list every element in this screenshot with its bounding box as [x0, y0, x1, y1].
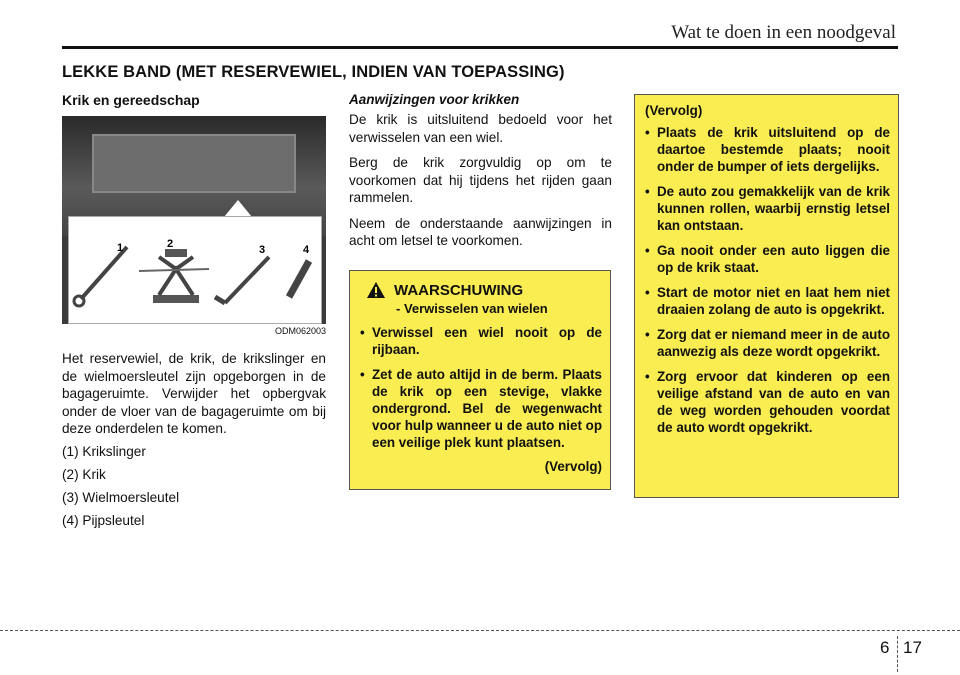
footer-rule: [0, 630, 960, 631]
list-item: (1) Krikslinger: [62, 443, 146, 459]
paragraph: Neem de onderstaande aanwijzingen in acht om letsel te voorkomen.: [349, 215, 612, 248]
page-separator: [897, 636, 898, 672]
warning-subtitle: - Verwisselen van wielen: [396, 301, 548, 316]
chapter-number: 6: [880, 638, 890, 657]
jack-handle-hook-icon: [74, 296, 84, 306]
page-number: 17: [903, 638, 922, 657]
list-item: (2) Krik: [62, 466, 106, 482]
list-item: (4) Pijpsleutel: [62, 512, 145, 528]
paragraph: Berg de krik zorgvuldig op om te voorkomen dat hij tijdens het rijden gaan rammelen.: [349, 155, 612, 205]
wheel-wrench-icon: [215, 257, 269, 303]
cargo-cover: [92, 134, 296, 193]
warning-title: WAARSCHUWING: [394, 281, 524, 299]
tools-description: Het reservewiel, de krik, de krikslinger en de wielmoersleutel zijn opgeborgen in de bagageruimte. Verwijder het opbergvak onder de vloer van de bagageruimte om bij deze onderdelen te komen.: [62, 351, 326, 436]
continued-label: (Vervolg): [544, 459, 602, 474]
list-item: • Zorg dat er niemand meer in de auto aanwezig als deze wordt opgekrikt.: [645, 326, 890, 360]
tools-list: [62, 444, 326, 528]
subtitle-jack-tools: Krik en gereedschap: [62, 92, 200, 108]
warning-header: [366, 281, 602, 299]
list-item: (3) Wielmoersleutel: [62, 489, 180, 505]
header-rule: [62, 46, 898, 49]
list-item: • Verwissel een wiel nooit op de rijbaan.: [360, 324, 602, 358]
jack-icon: [139, 249, 209, 303]
list-item: • Zet de auto altijd in de berm. Plaats de krik op een stevige, vlakke ondergrond. Bel de wegenwacht voor hulp wanneer u de auto niet op een veilige plek kunt plaatsen.: [360, 366, 602, 451]
warning-box-continued: [634, 94, 899, 498]
paragraph: De krik is uitsluitend bedoeld voor het verwisselen van een wiel.: [349, 112, 612, 145]
subtitle-jacking: Aanwijzingen voor krikken: [349, 92, 520, 107]
tools-drawing: [69, 217, 321, 323]
list-item: • Plaats de krik uitsluitend op de daartoe bestemde plaats; nooit onder de bumper of iets dergelijks.: [645, 124, 890, 175]
section-title: LEKKE BAND (MET RESERVEWIEL, INDIEN VAN TOEPASSING): [62, 63, 565, 81]
figure-code: ODM062003: [274, 326, 326, 336]
socket-wrench-icon: [289, 261, 309, 297]
figure-label-4: 4: [303, 244, 310, 256]
warning-triangle-icon: [366, 281, 386, 299]
tools-inset: [68, 216, 322, 324]
list-item: • Zorg ervoor dat kinderen op een veilige afstand van de auto en van de weg worden gehouden voordat de auto wordt opgekrikt.: [645, 368, 890, 436]
warning-box: [349, 270, 611, 490]
tools-figure: [62, 116, 326, 324]
list-item: • De auto zou gemakkelijk van de krik kunnen rollen, waarbij ernstig letsel kan ontstaan.: [645, 183, 890, 234]
warning-bullets: [645, 124, 890, 436]
chapter-title: Wat te doen in een noodgeval: [671, 22, 896, 43]
callout-notch: [224, 200, 252, 217]
figure-label-1: 1: [117, 242, 124, 254]
warning-bullets: [360, 324, 602, 451]
continued-heading: (Vervolg): [645, 103, 703, 118]
jack-handle-icon: [81, 247, 127, 299]
column-middle: [349, 92, 612, 258]
figure-label-2: 2: [167, 238, 174, 250]
list-item: • Start de motor niet en laat hem niet draaien zolang de auto is opgekrikt.: [645, 284, 890, 318]
list-item: • Ga nooit onder een auto liggen die op de krik staat.: [645, 242, 890, 276]
column-left: [62, 92, 326, 536]
figure-label-3: 3: [259, 244, 266, 256]
